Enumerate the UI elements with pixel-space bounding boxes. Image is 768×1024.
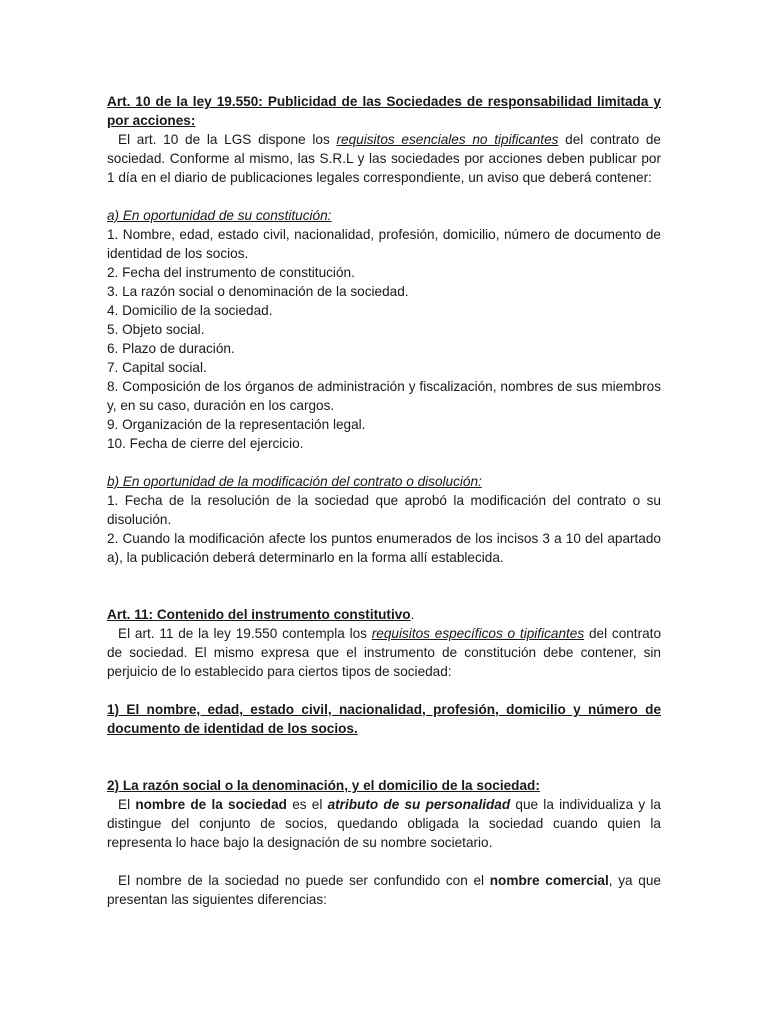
bold-run: nombre de la sociedad <box>135 797 287 812</box>
list-item: 7. Capital social. <box>107 360 207 375</box>
list-item: 3. La razón social o denominación de la sociedad. <box>107 284 409 299</box>
list-item: 6. Plazo de duración. <box>107 341 235 356</box>
art10-intro-post: del contrato de sociedad. Conforme al mismo, las S.R.L y las sociedades por acciones deben publicar por 1 día en el diario de publicaciones legales correspondiente, un aviso que deberá contener: <box>107 132 661 185</box>
art11-heading-end: . <box>410 607 415 622</box>
art11-intro <box>107 624 661 681</box>
list-item: 2. Cuando la modificación afecte los puntos enumerados de los incisos 3 a 10 del apartado a), la publicación deberá determinarlo en la forma allí establecida. <box>107 531 661 565</box>
text-run: El <box>118 797 136 812</box>
list-item: 1. Fecha de la resolución de la sociedad que aprobó la modificación del contrato o su disolución. <box>107 493 661 527</box>
section-heading-art10: Art. 10 de la ley 19.550: Publicidad de las Sociedades de responsabilidad limitada y por acciones: <box>107 94 661 128</box>
list-item: 10. Fecha de cierre del ejercicio. <box>107 436 304 451</box>
art11-heading-text: Art. 11: Contenido del instrumento constitutivo <box>107 607 411 622</box>
list-item: 2. Fecha del instrumento de constitución. <box>107 265 355 280</box>
paragraph-name-attribute <box>107 795 661 852</box>
art11-item-2-number: 2) <box>107 778 120 793</box>
art10-intro <box>107 130 661 187</box>
subheading-b: b) En oportunidad de la modificación del contrato o disolución: <box>107 474 482 489</box>
list-item: 5. Objeto social. <box>107 322 205 337</box>
list-item: 4. Domicilio de la sociedad. <box>107 303 273 318</box>
art11-intro-emphasis: requisitos específicos o tipificantes <box>371 626 585 641</box>
section-heading-art11 <box>107 605 661 624</box>
art10-intro-emphasis: requisitos esenciales no tipificantes <box>336 132 559 147</box>
list-item: 8. Composición de los órganos de administración y fiscalización, nombres de sus miembros y, en su caso, duración en los cargos. <box>107 379 661 413</box>
bold-run: nombre comercial <box>489 873 609 888</box>
art11-intro-pre: El art. 11 de la ley 19.550 contempla los <box>118 626 372 641</box>
art10-intro-pre: El art. 10 de la LGS dispone los <box>118 132 337 147</box>
art11-intro-post: del contrato de sociedad. El mismo expresa que el instrumento de constitución debe contener, sin perjuicio de lo establecido para ciertos tipos de sociedad: <box>107 626 662 679</box>
list-item: 9. Organización de la representación legal. <box>107 417 366 432</box>
list-b <box>107 491 661 567</box>
art11-item-2-text: La razón social o la denominación, y el domicilio de la sociedad: <box>119 778 540 793</box>
subheading-a: a) En oportunidad de su constitución: <box>107 208 332 223</box>
paragraph-commercial-name <box>107 871 661 909</box>
text-run: que la individualiza y la distingue del conjunto de socios, quedando obligada la sociedad cuando quien la representa lo hace bajo la designación de su nombre societario. <box>107 797 661 850</box>
text-run: es el <box>286 797 328 812</box>
art11-item-1: 1) El nombre, edad, estado civil, nacionalidad, profesión, domicilio y número de documento de identidad de los socios. <box>107 702 661 736</box>
text-run: , ya que presentan las siguientes diferencias: <box>107 873 661 907</box>
bold-italic-run: atributo de su personalidad <box>327 797 511 812</box>
text-run: El nombre de la sociedad no puede ser confundido con el <box>118 873 490 888</box>
list-item: 1. Nombre, edad, estado civil, nacionalidad, profesión, domicilio, número de documento de identidad de los socios. <box>107 227 661 261</box>
art11-item-2 <box>107 776 661 795</box>
list-a <box>107 225 661 453</box>
